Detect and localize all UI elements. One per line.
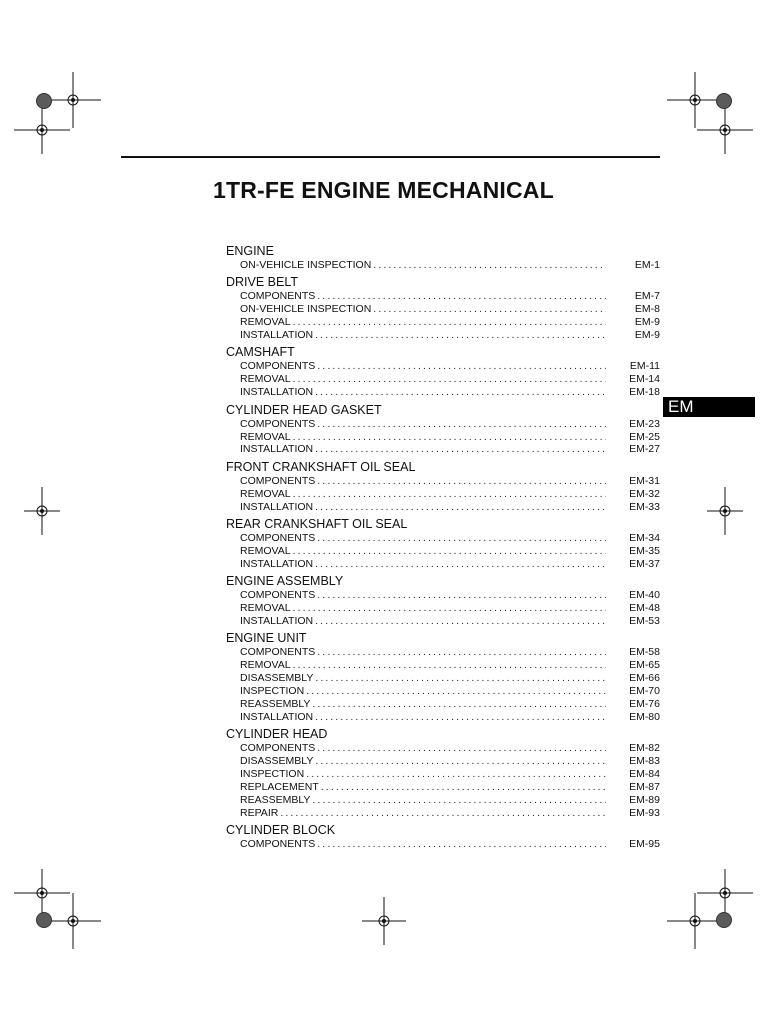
toc-entry[interactable] [226,672,660,685]
dot-leader [293,602,606,615]
toc-section [226,244,660,272]
registration-dot-icon [716,912,732,928]
toc-entry-label: REPAIR [240,806,279,819]
toc-entry[interactable] [226,615,660,628]
toc-entry-label: REMOVAL [240,602,291,615]
toc-entry-label: COMPONENTS [240,837,316,850]
toc-entry-label: REMOVAL [240,316,291,329]
toc-entry-label: REMOVAL [240,430,291,443]
toc-entry-page: EM-9 [634,316,660,329]
toc-entry-page: EM-95 [629,837,660,850]
toc-entry[interactable] [226,501,660,514]
toc-entry-page: EM-84 [629,767,660,780]
toc-section [226,574,660,628]
dot-leader [317,589,606,602]
toc-entry-page: EM-25 [629,430,660,443]
toc-entry-label: REASSEMBLY [240,697,311,710]
crosshair-icon [45,893,101,949]
toc-entry-label: REPLACEMENT [240,780,319,793]
dot-leader [293,545,606,558]
dot-leader [315,711,606,724]
crosshair-icon [707,487,743,535]
toc-entry-label: REMOVAL [240,373,291,386]
dot-leader [373,259,606,272]
registration-dot-icon [716,93,732,109]
toc-entry-label: COMPONENTS [240,589,316,602]
toc-section [226,403,660,457]
header-rule [121,156,660,158]
dot-leader [317,360,606,373]
page-title: 1TR-FE ENGINE MECHANICAL [213,177,554,203]
dot-leader [293,488,606,501]
toc-section [226,275,660,342]
toc-entry-page: EM-31 [629,474,660,487]
dot-leader [306,685,606,698]
toc-entry[interactable] [226,838,660,851]
toc-entry[interactable] [226,685,660,698]
toc-entry-label: ON-VEHICLE INSPECTION [240,258,372,271]
toc-entry[interactable] [226,475,660,488]
dot-leader [317,646,606,659]
toc-entry-page: EM-34 [629,531,660,544]
dot-leader [312,794,606,807]
dot-leader [317,290,606,303]
dot-leader [315,386,606,399]
toc-entry-page: EM-66 [629,672,660,685]
dot-leader [315,329,606,342]
toc-section-title[interactable]: CYLINDER HEAD GASKET [226,402,382,417]
toc-entry[interactable] [226,807,660,820]
dot-leader [317,532,606,545]
dot-leader [293,373,606,386]
toc-entry[interactable] [226,589,660,602]
toc-entry-label: INSTALLATION [240,329,314,342]
toc-entry[interactable] [226,781,660,794]
dot-leader [306,768,606,781]
toc-entry[interactable] [226,698,660,711]
toc-section [226,345,660,399]
toc-section-title[interactable]: CAMSHAFT [226,345,295,360]
dot-leader [317,742,606,755]
registration-dot-icon [36,93,52,109]
toc-entry-page: EM-80 [629,710,660,723]
dot-leader [315,558,606,571]
crosshair-icon [24,487,60,535]
toc-entry-page: EM-70 [629,684,660,697]
dot-leader [315,443,606,456]
crosshair-icon [697,106,753,154]
toc-section-title[interactable]: DRIVE BELT [226,275,299,290]
toc-entry-page: EM-27 [629,443,660,456]
toc-entry-page: EM-9 [634,329,660,342]
toc-entry-label: INSTALLATION [240,443,314,456]
toc-entry[interactable] [226,443,660,456]
toc-entry[interactable] [226,418,660,431]
toc-entry[interactable] [226,329,660,342]
toc-entry[interactable] [226,303,660,316]
toc-entry-label: REMOVAL [240,487,291,500]
toc-section-title[interactable]: REAR CRANKSHAFT OIL SEAL [226,516,408,531]
section-tab-em[interactable]: EM [663,397,755,417]
toc-entry-page: EM-35 [629,544,660,557]
table-of-contents [226,244,660,854]
toc-entry[interactable] [226,794,660,807]
toc-entry[interactable] [226,755,660,768]
toc-entry[interactable] [226,742,660,755]
toc-entry-label: DISASSEMBLY [240,755,314,768]
toc-entry-page: EM-33 [629,500,660,513]
dot-leader [293,659,606,672]
toc-entry-page: EM-11 [629,360,660,373]
toc-section [226,823,660,851]
toc-entry-label: COMPONENTS [240,360,316,373]
toc-entry-page: EM-93 [629,806,660,819]
dot-leader [321,781,606,794]
toc-entry[interactable] [226,646,660,659]
toc-entry-label: INSTALLATION [240,500,314,513]
toc-entry-label: COMPONENTS [240,646,316,659]
toc-section-title[interactable]: CYLINDER HEAD [226,727,328,742]
dot-leader [315,755,606,768]
dot-leader [317,838,606,851]
toc-entry[interactable] [226,373,660,386]
toc-entry-page: EM-8 [634,303,660,316]
dot-leader [293,316,606,329]
toc-entry-label: REMOVAL [240,659,291,672]
toc-entry-page: EM-83 [629,755,660,768]
toc-entry[interactable] [226,545,660,558]
toc-entry[interactable] [226,386,660,399]
toc-entry-page: EM-7 [634,290,660,303]
toc-entry[interactable] [226,659,660,672]
toc-entry[interactable] [226,768,660,781]
toc-entry-page: EM-87 [629,780,660,793]
dot-leader [315,672,606,685]
toc-entry-label: REASSEMBLY [240,793,311,806]
toc-entry-page: EM-53 [629,614,660,627]
toc-entry-page: EM-48 [629,602,660,615]
dot-leader [317,475,606,488]
crosshair-icon [362,897,406,945]
toc-entry[interactable] [226,558,660,571]
toc-entry[interactable] [226,431,660,444]
toc-entry-label: INSPECTION [240,767,305,780]
toc-entry[interactable] [226,602,660,615]
toc-entry-page: EM-18 [629,386,660,399]
toc-entry-label: INSTALLATION [240,386,314,399]
toc-section-title[interactable]: ENGINE UNIT [226,631,307,646]
toc-entry-page: EM-1 [634,258,660,271]
toc-entry-label: INSTALLATION [240,557,314,570]
toc-entry-label: COMPONENTS [240,531,316,544]
toc-section-title[interactable]: FRONT CRANKSHAFT OIL SEAL [226,459,416,474]
toc-entry-page: EM-82 [629,742,660,755]
dot-leader [315,615,606,628]
toc-entry-page: EM-58 [629,646,660,659]
toc-entry-label: ON-VEHICLE INSPECTION [240,303,372,316]
toc-section [226,517,660,571]
toc-entry-label: INSPECTION [240,684,305,697]
toc-entry-page: EM-37 [629,557,660,570]
toc-entry-page: EM-32 [629,487,660,500]
dot-leader [317,418,606,431]
toc-entry-page: EM-65 [629,659,660,672]
dot-leader [373,303,606,316]
toc-entry[interactable] [226,360,660,373]
toc-entry[interactable] [226,488,660,501]
toc-entry[interactable] [226,711,660,724]
dot-leader [315,501,606,514]
toc-section [226,460,660,514]
toc-entry[interactable] [226,290,660,303]
toc-entry-page: EM-89 [629,793,660,806]
dot-leader [280,807,606,820]
toc-entry-label: INSTALLATION [240,614,314,627]
toc-entry-page: EM-40 [629,589,660,602]
crosshair-icon [14,106,70,154]
toc-entry[interactable] [226,532,660,545]
crosshair-icon [667,893,723,949]
toc-entry-label: COMPONENTS [240,417,316,430]
toc-section-title[interactable]: ENGINE ASSEMBLY [226,574,344,589]
toc-entry-label: REMOVAL [240,544,291,557]
toc-entry-label: COMPONENTS [240,290,316,303]
toc-entry-page: EM-23 [629,417,660,430]
toc-section [226,631,660,723]
toc-section-title[interactable]: CYLINDER BLOCK [226,823,336,837]
toc-entry[interactable] [226,259,660,272]
toc-entry-label: COMPONENTS [240,742,316,755]
toc-entry-label: INSTALLATION [240,710,314,723]
dot-leader [312,698,606,711]
toc-entry-page: EM-76 [629,697,660,710]
toc-entry[interactable] [226,316,660,329]
toc-entry-label: COMPONENTS [240,474,316,487]
toc-entry-page: EM-14 [629,373,660,386]
dot-leader [293,431,606,444]
toc-section [226,727,660,819]
toc-section-title[interactable]: ENGINE [226,244,274,258]
toc-entry-label: DISASSEMBLY [240,672,314,685]
registration-dot-icon [36,912,52,928]
